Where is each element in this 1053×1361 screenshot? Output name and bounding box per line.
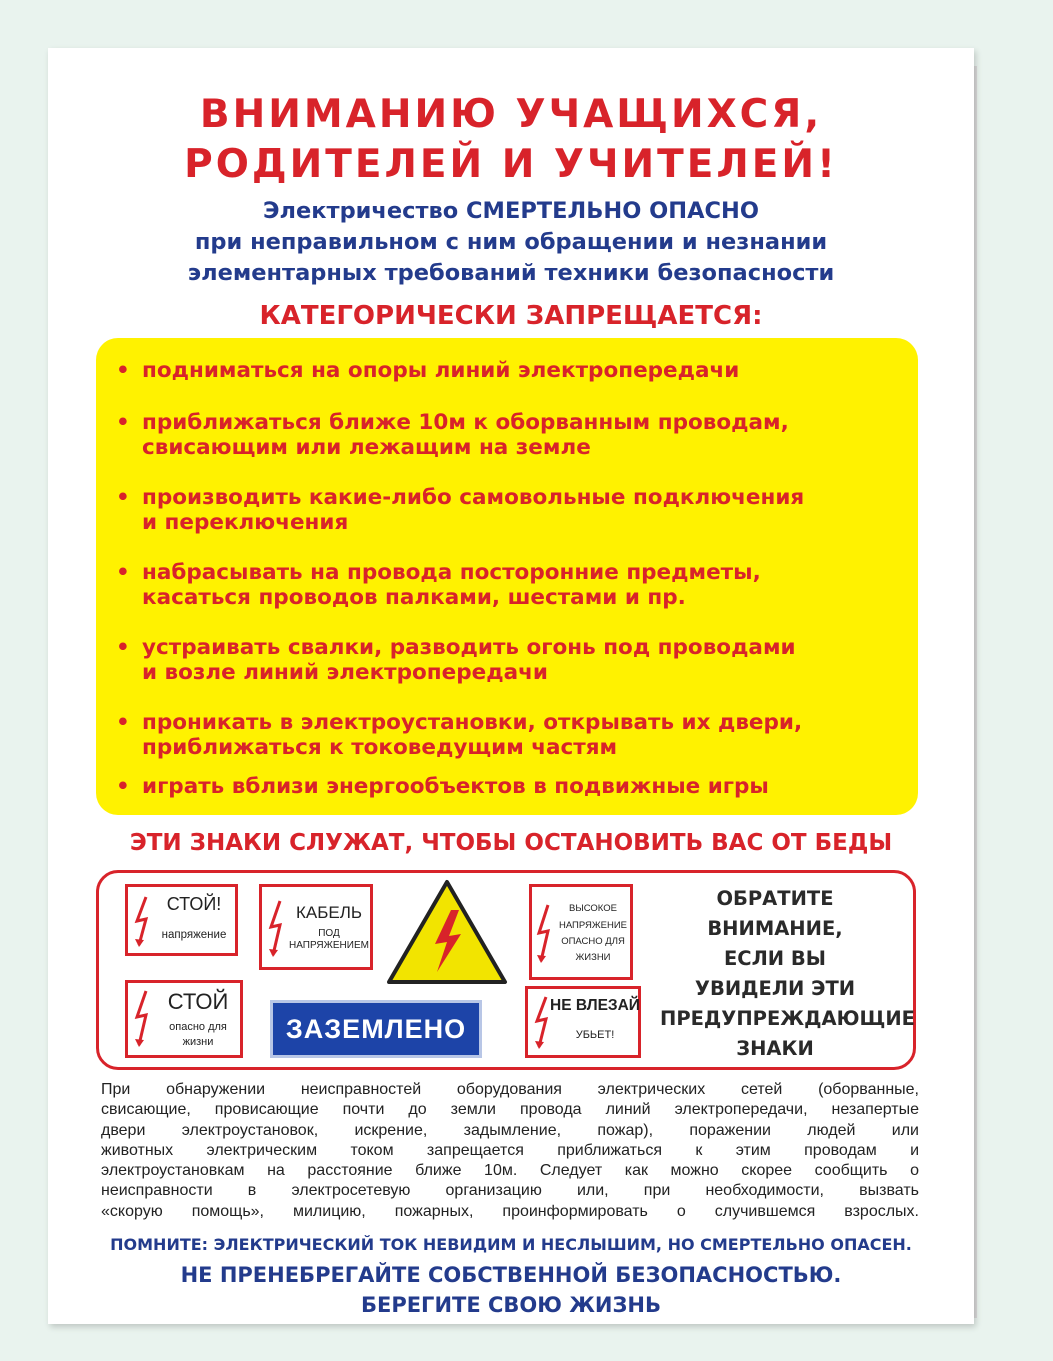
sign-hv-line-3: ОПАСНО ДЛЯ <box>561 936 625 947</box>
sign-hv-line-4: ЖИЗНИ <box>575 952 611 963</box>
rule-item <box>114 710 898 760</box>
rule-item <box>114 410 898 460</box>
sign-hv-line-1: ВЫСОКОЕ <box>569 903 617 914</box>
paragraph-line: свисающие, провисающие почти до земли провода линий электропередачи, незапертые <box>101 1101 919 1119</box>
final-line-1: НЕ ПРЕНЕБРЕГАЙТЕ СОБСТВЕННОЙ БЕЗОПАСНОСТЬЮ. <box>180 1263 842 1287</box>
paragraph-line: При обнаружении неисправностей оборудования электрических сетей (оборванные, <box>101 1081 919 1098</box>
final-message <box>48 1260 974 1320</box>
notice-line: УВИДЕЛИ ЭТИ <box>694 977 856 1000</box>
rule-line-1: производить какие-либо самовольные подключения <box>142 485 805 510</box>
forbidden-text: КАТЕГОРИЧЕСКИ ЗАПРЕЩАЕТСЯ: <box>259 301 763 331</box>
final-line-2: БЕРЕГИТЕ СВОЮ ЖИЗНЬ <box>360 1293 662 1317</box>
rule-line-1: набрасывать на провода посторонние предметы, <box>142 560 761 585</box>
signs-heading-text: ЭТИ ЗНАКИ СЛУЖАТ, ЧТОБЫ ОСТАНОВИТЬ ВАС ОТ БЕДЫ <box>129 830 893 856</box>
sign-stop-life-line-2: жизни <box>182 1036 214 1048</box>
bullet-icon: • <box>116 358 130 383</box>
title-line-1: ВНИМАНИЮ УЧАЩИХСЯ, <box>199 92 823 137</box>
sign-stop-life-line-1: опасно для <box>169 1021 227 1033</box>
subtitle-line-3: элементарных требований техники безопасности <box>187 260 835 286</box>
bullet-icon: • <box>116 560 130 585</box>
rule-line-1: подниматься на опоры линий электропередачи <box>142 358 740 383</box>
rule-line-1: играть вблизи энергообъектов в подвижные игры <box>142 774 769 799</box>
sign-no-climb <box>525 986 641 1058</box>
subtitle-line-1: Электричество СМЕРТЕЛЬНО ОПАСНО <box>263 198 759 224</box>
paragraph-line: животных электрическим током запрещается приближаться к этим проводам и <box>101 1141 919 1159</box>
rule-item <box>114 485 898 535</box>
signs-heading <box>48 828 974 858</box>
rule-item <box>114 358 898 383</box>
sign-stop-voltage <box>125 884 238 956</box>
sign-cable-line-1: ПОД <box>318 928 340 939</box>
rules-panel <box>96 338 918 815</box>
rule-line-1: устраивать свалки, разводить огонь под проводами <box>142 635 796 660</box>
title-line-2: РОДИТЕЛЕЙ И УЧИТЕЛЕЙ! <box>184 142 838 187</box>
notice-line: ЕСЛИ ВЫ <box>723 947 826 970</box>
rule-item <box>114 774 898 799</box>
notice-text <box>660 884 915 1064</box>
rule-line-1: проникать в электроустановки, открывать их двери, <box>142 710 803 735</box>
bullet-icon: • <box>116 485 130 510</box>
remember-text: ПОМНИТЕ: ЭЛЕКТРИЧЕСКИЙ ТОК НЕВИДИМ И НЕСЛЫШИМ, НО СМЕРТЕЛЬНО ОПАСЕН. <box>110 1235 912 1254</box>
sign-grounded: ЗАЗЕМЛЕНО <box>270 1000 482 1058</box>
notice-line: ПРЕДУПРЕЖДАЮЩИЕ <box>660 1007 915 1030</box>
sign-cable-title: КАБЕЛЬ <box>295 903 363 922</box>
paragraph-line: неисправности в электросетевую организацию или, при необходимости, вызвать <box>101 1182 919 1200</box>
sign-no-climb-subtitle: УБЬЕТ! <box>575 1029 615 1041</box>
sign-stop-life <box>125 980 243 1058</box>
sign-stop-life-title: СТОЙ <box>167 989 229 1014</box>
bullet-icon: • <box>116 774 130 799</box>
forbidden-heading <box>48 299 974 333</box>
sign-high-voltage <box>529 884 633 980</box>
notice-line: ЗНАКИ <box>736 1037 814 1060</box>
subtitle-line-2: при неправильном с ним обращении и незнании <box>194 229 828 255</box>
lightning-icon <box>134 989 152 1049</box>
poster-title <box>48 90 974 190</box>
sign-stop-subtitle: напряжение <box>161 929 227 941</box>
rule-item <box>114 635 898 685</box>
sign-cable-line-2: НАПРЯЖЕНИЕМ <box>289 940 369 951</box>
poster-subtitle <box>48 196 974 289</box>
warning-triangle-icon <box>385 878 509 986</box>
rule-line-2: касаться проводов палками, шестами и пр. <box>142 585 686 610</box>
rule-line-1: приближаться ближе 10м к оборванным проводам, <box>142 410 789 435</box>
bullet-icon: • <box>116 410 130 435</box>
notice-line: ОБРАТИТЕ <box>716 887 834 910</box>
paragraph-line: «скорую помощь», милицию, пожарных, проинформировать о случившемся взрослых. <box>101 1202 919 1220</box>
rule-line-2: и переключения <box>142 510 349 535</box>
sign-hv-line-2: НАПРЯЖЕНИЕ <box>558 920 628 931</box>
rule-line-2: и возле линий электропередачи <box>142 660 548 685</box>
remember-line <box>48 1234 974 1256</box>
rule-item <box>114 560 898 610</box>
sign-stop-title: СТОЙ! <box>166 894 222 914</box>
sign-no-climb-title: НЕ ВЛЕЗАЙ <box>550 997 640 1014</box>
rule-line-2: свисающим или лежащим на земле <box>142 435 591 460</box>
poster-sheet <box>48 48 974 1324</box>
rule-line-2: приближаться к токоведущим частям <box>142 735 618 760</box>
notice-line: ВНИМАНИЕ, <box>707 917 843 940</box>
sign-cable <box>259 884 373 970</box>
paragraph-line: двери электроустановок, искрение, задымление, пожар), поражении людей или <box>101 1121 919 1139</box>
bullet-icon: • <box>116 710 130 735</box>
lightning-icon <box>268 899 286 959</box>
paragraph-line: электроустановкам на расстояние ближе 10м. Следует как можно скорее сообщить о <box>101 1162 919 1180</box>
bullet-icon: • <box>116 635 130 660</box>
instructions-paragraph <box>101 1080 919 1222</box>
lightning-icon <box>536 903 554 965</box>
